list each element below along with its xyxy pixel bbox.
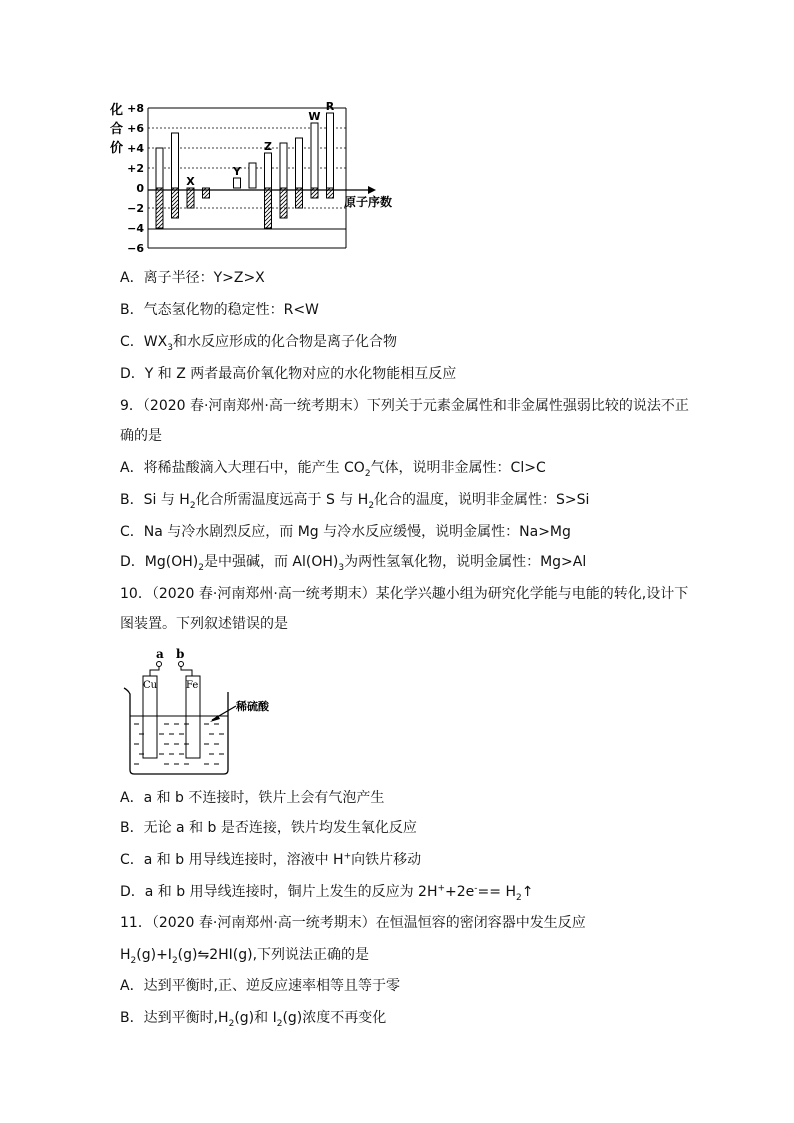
text: (g)⇋2HI(g),下列说法正确的是 <box>177 947 370 963</box>
text: A．将稀盐酸滴入大理石中，能产生 CO <box>120 460 365 476</box>
q10-option-a: A．a 和 b 不连接时，铁片上会有气泡产生 <box>120 790 385 806</box>
y-tick-label: −2 <box>127 202 144 215</box>
terminal-a <box>157 662 162 667</box>
subscript: 2 <box>189 500 196 511</box>
q9-option-b <box>120 490 589 510</box>
subscript: 2 <box>276 1018 283 1029</box>
text: 是中强碱，而 Al(OH) <box>203 554 339 570</box>
q9-option-c: C．Na 与冷水剧烈反应，而 Mg 与冷水反应缓慢，说明金属性：Na>Mg <box>120 524 571 540</box>
q8-option-a: A．离子半径：Y>Z>X <box>120 270 265 286</box>
text: 化合的温度，说明非金属性：S>Si <box>374 492 590 508</box>
y-tick-label: −6 <box>127 242 144 255</box>
bar-positive <box>296 138 303 188</box>
bar-label: R <box>325 100 335 113</box>
bar-positive <box>234 178 241 188</box>
subscript: 2 <box>171 955 178 966</box>
bar-label: Y <box>233 165 241 178</box>
text: 气体，说明非金属性：Cl>C <box>370 460 546 476</box>
text: == H <box>477 884 516 900</box>
bar-negative <box>187 188 194 208</box>
q11-equation <box>120 945 369 965</box>
y-axis-label-char: 价 <box>110 141 124 156</box>
bar-negative <box>156 188 163 228</box>
terminal-b-label: b <box>176 647 185 661</box>
wire-a <box>150 666 159 676</box>
superscript: + <box>343 851 352 862</box>
bar-label: W <box>308 110 321 123</box>
q9-stem-line2: 确的是 <box>120 428 162 444</box>
q8-option-d: D．Y 和 Z 两者最高价氧化物对应的水化物能相互反应 <box>120 366 457 382</box>
text: 化合所需温度远高于 S 与 H <box>195 492 369 508</box>
text: 为两性氢氧化物，说明金属性：Mg>Al <box>344 554 587 570</box>
y-tick-label: −4 <box>127 222 144 235</box>
bars <box>156 113 334 228</box>
q11-stem-line1: 11．（2020 春·河南郑州·高一统考期末）在恒温恒容的密闭容器中发生反应 <box>120 915 586 931</box>
q10-option-b: B．无论 a 和 b 是否连接，铁片均发生氧化反应 <box>120 820 417 836</box>
text: B．Si 与 H <box>120 492 190 508</box>
solution-label: 稀硫酸 <box>236 700 269 713</box>
q10-stem-line2: 图装置。下列叙述错误的是 <box>120 616 288 632</box>
subscript: 2 <box>130 955 137 966</box>
q9-option-d <box>120 552 586 572</box>
valence-bar-chart <box>108 98 408 256</box>
text: +2e <box>445 884 475 900</box>
bar-positive <box>265 153 272 188</box>
bar-positive <box>249 163 256 188</box>
beaker <box>124 688 228 774</box>
q9-stem-line1: 9．（2020 春·河南郑州·高一统考期末）下列关于元素金属性和非金属性强弱比较的说法不正 <box>120 398 689 414</box>
bar-negative <box>280 188 287 218</box>
text: (g)+I <box>136 947 172 963</box>
superscript: + <box>437 883 446 894</box>
bar-negative <box>296 188 303 208</box>
text: (g)和 I <box>234 1010 277 1026</box>
y-tick-label: +4 <box>127 142 144 155</box>
text: C．a 和 b 用导线连接时，溶液中 H <box>120 852 344 868</box>
text: D．Mg(OH) <box>120 554 199 570</box>
y-tick-labels <box>127 102 144 255</box>
text: (g)浓度不再变化 <box>282 1010 387 1026</box>
subscript: 2 <box>516 892 522 903</box>
q8-option-c <box>120 332 397 352</box>
terminal-a-label: a <box>156 647 164 661</box>
text: B．达到平衡时,H <box>120 1010 229 1026</box>
text: C．WX <box>120 334 168 350</box>
text: ↑ <box>521 884 534 900</box>
q9-option-a <box>120 458 546 478</box>
bar-positive <box>172 133 179 188</box>
y-tick-label: +8 <box>127 102 144 115</box>
text: 和水反应形成的化合物是离子化合物 <box>172 334 397 350</box>
y-axis-label-char: 化 <box>110 103 124 118</box>
electrode-fe-label: Fe <box>186 680 199 691</box>
bar-positive <box>280 143 287 188</box>
y-axis-label-char: 合 <box>110 122 124 137</box>
subscript: 2 <box>368 500 375 511</box>
subscript: 2 <box>364 468 371 479</box>
text: 向铁片移动 <box>351 852 422 868</box>
y-tick-label: 0 <box>136 182 144 195</box>
bar-label: Z <box>264 140 272 153</box>
q8-option-b: B．气态氢化物的稳定性：R<W <box>120 302 319 318</box>
q10-option-d <box>120 882 533 902</box>
q11-option-b <box>120 1008 386 1028</box>
electrode-cu-label: Cu <box>143 680 158 691</box>
terminal-b <box>179 662 184 667</box>
y-tick-label: +2 <box>127 162 144 175</box>
wire-b <box>181 666 192 676</box>
x-axis-label: 原子序数 <box>344 195 393 209</box>
text: H <box>120 947 131 963</box>
y-tick-label: +6 <box>127 122 144 135</box>
subscript: 2 <box>198 562 204 573</box>
q11-option-a: A．达到平衡时,正、逆反应速率相等且等于零 <box>120 978 401 994</box>
subscript: 3 <box>167 342 173 353</box>
q10-option-c <box>120 850 421 870</box>
q10-stem-line1: 10．（2020 春·河南郑州·高一统考期末）某化学兴趣小组为研究化学能与电能的转化,设计下 <box>120 586 689 602</box>
bar-negative <box>265 188 272 228</box>
text: D．a 和 b 用导线连接时，铜片上发生的反应为 2H <box>120 884 438 900</box>
x-axis-arrow <box>368 186 376 194</box>
superscript: - <box>474 883 478 894</box>
y-axis-label <box>109 102 123 156</box>
galvanic-cell-diagram <box>118 644 318 780</box>
bar-positive <box>311 123 318 188</box>
subscript: 2 <box>228 1018 235 1029</box>
bar-positive <box>327 113 334 188</box>
bar-negative <box>172 188 179 218</box>
subscript: 3 <box>338 562 345 573</box>
bar-positive <box>156 148 163 188</box>
bar-label: X <box>186 175 195 188</box>
